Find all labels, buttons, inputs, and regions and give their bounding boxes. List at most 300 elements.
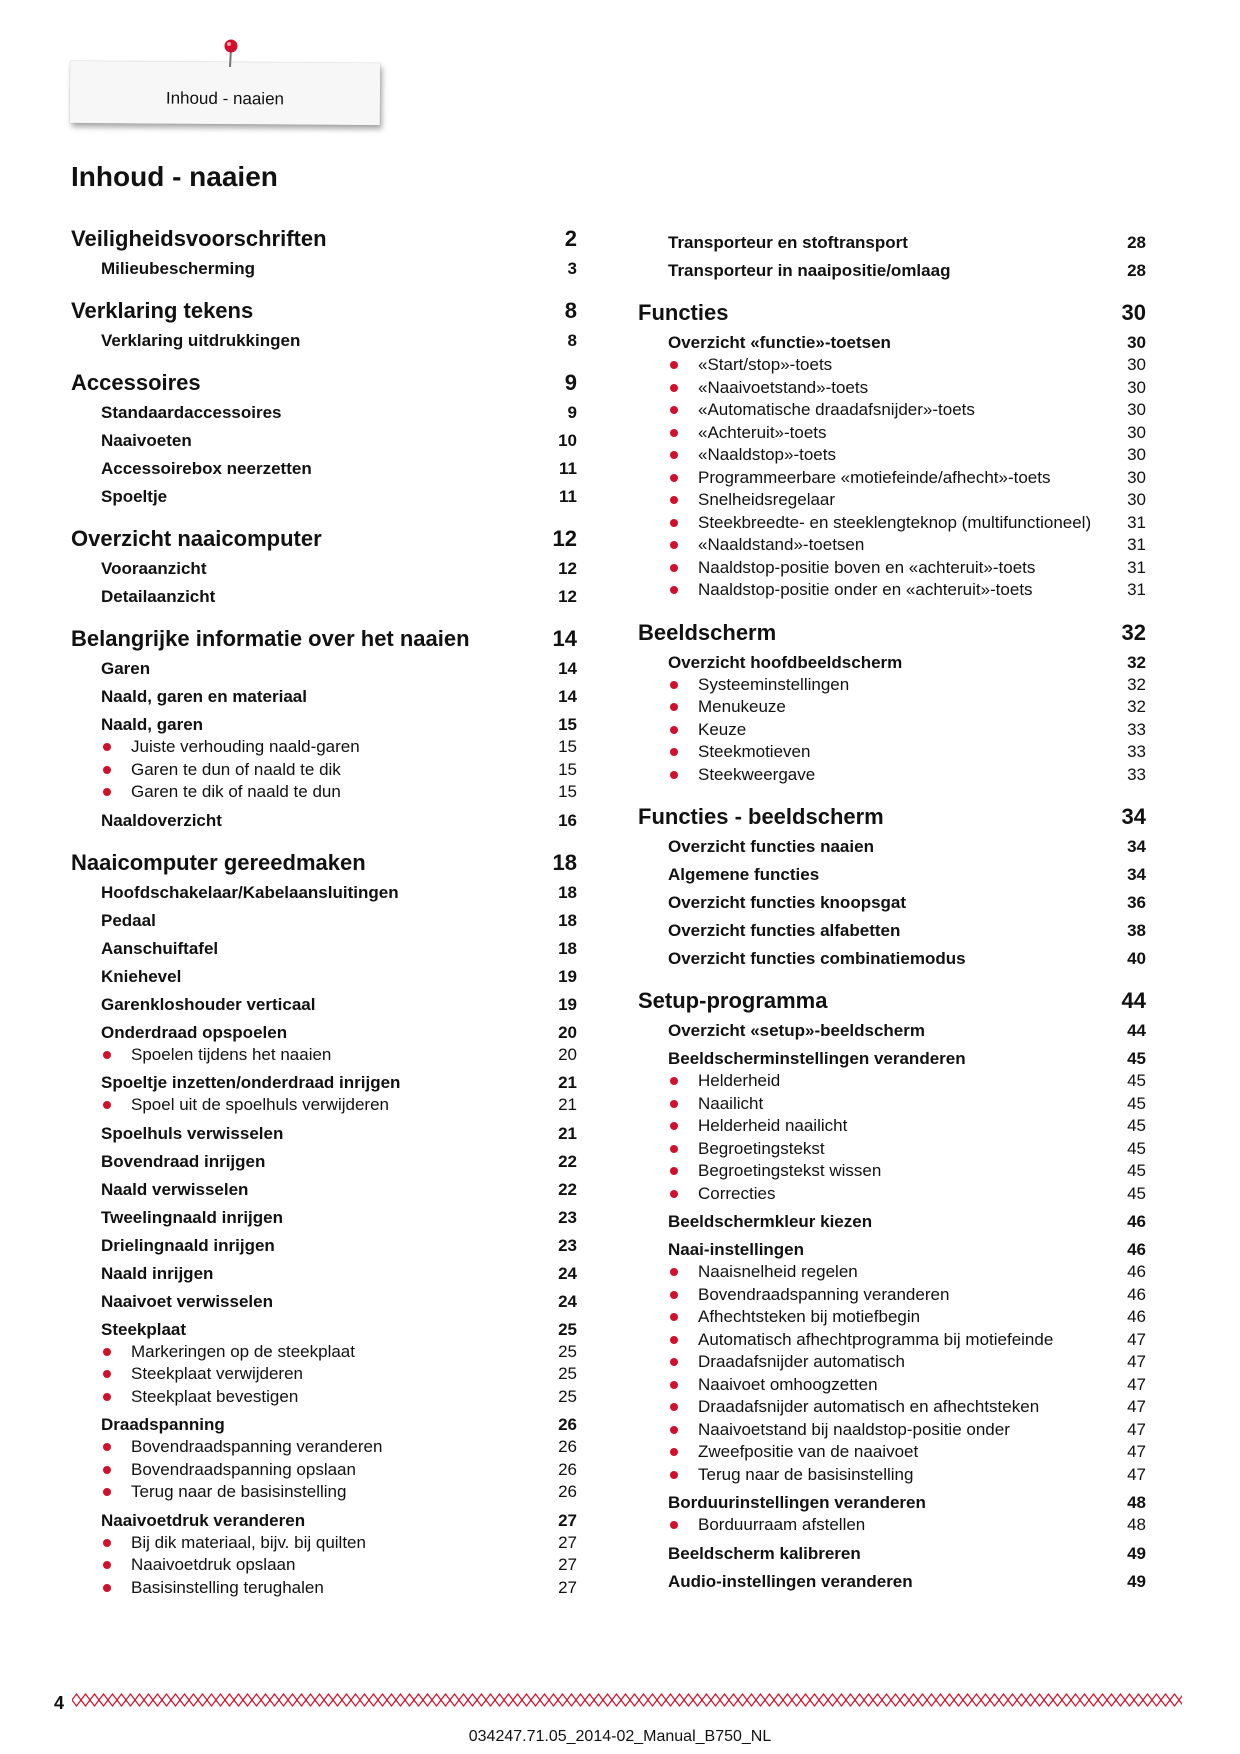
- toc-page-number: 32: [1121, 619, 1146, 645]
- toc-page-number: 9: [564, 370, 577, 395]
- toc-page-number: 26: [558, 1482, 577, 1501]
- toc-page-number: 10: [558, 431, 577, 450]
- toc-label: «Start/stop»-toets: [668, 354, 1106, 377]
- toc-bullet-item: [101, 1094, 577, 1117]
- toc-label: Spoeltje inzetten/onderdraad inrijgen: [101, 1073, 401, 1092]
- toc-label: Steekbreedte- en steeklengteknop (multifunctioneel): [668, 512, 1106, 535]
- toc-page-number: 25: [558, 1341, 577, 1361]
- toc-page-number: 26: [558, 1459, 577, 1479]
- toc-label: Milieubescherming: [101, 259, 255, 278]
- toc-page-number: 40: [1127, 949, 1146, 968]
- toc-bullet-item: [668, 1514, 1146, 1537]
- toc-page-number: 48: [1127, 1493, 1146, 1512]
- toc-subsection: [101, 993, 577, 1016]
- toc-bullet-item: [668, 1261, 1146, 1284]
- toc-page-number: 44: [1127, 1021, 1146, 1040]
- toc-bullet-item: [668, 557, 1146, 580]
- toc-page-number: 15: [558, 715, 577, 734]
- toc-label: Spoelhuls verwisselen: [101, 1123, 284, 1143]
- toc-label: Garen te dik of naald te dun: [101, 781, 537, 804]
- toc-label: Steekplaat bevestigen: [101, 1386, 537, 1409]
- toc-label: Naald inrijgen: [101, 1263, 214, 1283]
- toc-label: Naaicomputer gereedmaken: [71, 849, 366, 875]
- toc-label: Bovendraad inrijgen: [101, 1151, 266, 1171]
- toc-page-number: 24: [558, 1291, 577, 1311]
- toc-page-number: 23: [558, 1235, 577, 1255]
- toc-label: Bovendraadspanning opslaan: [101, 1459, 537, 1482]
- toc-bullet-item: [668, 1070, 1146, 1093]
- toc-page-number: 30: [1127, 422, 1146, 442]
- toc-page-number: 47: [1127, 1397, 1146, 1416]
- toc-label: Setup-programma: [638, 988, 828, 1013]
- toc-label: Overzicht functies alfabetten: [668, 921, 901, 940]
- toc-label: Transporteur en stoftransport: [668, 233, 908, 252]
- toc-page-number: 32: [1127, 652, 1146, 672]
- toc-subsection: [668, 835, 1146, 858]
- toc-bullet-item: [101, 781, 577, 804]
- toc-label: Overzicht hoofdbeeldscherm: [668, 652, 903, 672]
- toc-page-number: 47: [1127, 1329, 1146, 1349]
- toc-bullet-item: [101, 1363, 577, 1386]
- toc-bullet-item: [668, 719, 1146, 742]
- toc-page-number: 21: [558, 1123, 577, 1143]
- toc-bullet-item: [668, 444, 1146, 467]
- toc-label: Transporteur in naaipositie/omlaag: [668, 261, 951, 280]
- toc-page-number: 23: [558, 1207, 577, 1227]
- toc-page-number: 25: [558, 1386, 577, 1406]
- toc-page-number: 48: [1127, 1515, 1146, 1534]
- toc-page-number: 31: [1127, 535, 1146, 554]
- toc-section: [638, 620, 1146, 646]
- toc-page-number: 28: [1127, 233, 1146, 252]
- toc-bullet-item: [101, 736, 577, 759]
- toc-subsection: [101, 1234, 577, 1257]
- toc-page-number: 11: [559, 487, 577, 506]
- pin-icon: [220, 38, 242, 68]
- toc-page-number: 2: [564, 226, 577, 251]
- document-code: 034247.71.05_2014-02_Manual_B750_NL: [468, 1728, 772, 1745]
- toc-page-number: 47: [1127, 1464, 1146, 1484]
- toc-label: «Naaivoetstand»-toets: [668, 377, 1106, 400]
- toc-label: «Naaldstop»-toets: [668, 444, 1106, 467]
- toc-subsection: [101, 1509, 577, 1532]
- toc-page-number: 30: [1121, 300, 1146, 325]
- toc-page-number: 22: [558, 1179, 577, 1199]
- toc-subsection: [101, 401, 577, 424]
- toc-label: Algemene functies: [668, 865, 820, 884]
- toc-label: Overzicht naaicomputer: [71, 526, 322, 551]
- toc-label: Functies - beeldscherm: [638, 804, 884, 829]
- toc-label: Begroetingstekst wissen: [668, 1160, 1106, 1183]
- toc-page-number: 8: [567, 331, 577, 350]
- toc-page-number: 34: [1127, 837, 1146, 856]
- toc-page-number: 33: [1127, 742, 1146, 761]
- toc-label: Audio-instellingen veranderen: [668, 1571, 913, 1591]
- toc-page-number: 18: [558, 910, 577, 930]
- toc-subsection: [101, 557, 577, 580]
- toc-bullet-item: [668, 422, 1146, 445]
- toc-subsection: [101, 965, 577, 988]
- toc-section: [71, 226, 577, 252]
- page-number: 4: [54, 1693, 65, 1713]
- toc-label: Naaivoet verwisselen: [101, 1291, 273, 1311]
- toc-label: Steekplaat verwijderen: [101, 1363, 537, 1386]
- toc-label: Verklaring uitdrukkingen: [101, 331, 301, 350]
- toc-subsection: [668, 1238, 1146, 1261]
- toc-label: Spoel uit de spoelhuls verwijderen: [101, 1094, 537, 1117]
- toc-subsection: [668, 1047, 1146, 1070]
- toc-page-number: 14: [558, 687, 577, 706]
- toc-label: Draadafsnijder automatisch: [668, 1351, 1106, 1374]
- toc-bullet-item: [668, 1351, 1146, 1374]
- toc-subsection: [668, 231, 1146, 254]
- toc-section: [638, 300, 1146, 326]
- toc-subsection: [101, 585, 577, 608]
- toc-page-number: 27: [558, 1532, 577, 1552]
- toc-label: Draadafsnijder automatisch en afhechtsteken: [668, 1396, 1106, 1419]
- toc-page-number: 47: [1127, 1442, 1146, 1461]
- toc-subsection: [668, 1210, 1146, 1233]
- toc-page-number: 12: [552, 526, 577, 551]
- toc-bullet-item: [668, 534, 1146, 557]
- toc-label: Afhechtsteken bij motiefbegin: [668, 1306, 1106, 1329]
- toc-bullet-item: [668, 1329, 1146, 1352]
- toc-label: Drielingnaald inrijgen: [101, 1235, 275, 1255]
- toc-page-number: 25: [558, 1319, 577, 1339]
- toc-label: Accessoirebox neerzetten: [101, 459, 312, 478]
- toc-page-number: 27: [558, 1510, 577, 1530]
- page-title: Inhoud - naaien: [71, 161, 278, 192]
- toc-subsection: [101, 1021, 577, 1044]
- toc-bullet-item: [101, 1436, 577, 1459]
- toc-page-number: 47: [1127, 1419, 1146, 1439]
- toc-label: Beeldschermkleur kiezen: [668, 1212, 873, 1231]
- toc-label: Naaldoverzicht: [101, 810, 222, 830]
- toc-label: Garen: [101, 659, 151, 678]
- toc-label: Accessoires: [71, 370, 201, 395]
- toc-page-number: 31: [1127, 557, 1146, 577]
- toc-page-number: 46: [1127, 1212, 1146, 1231]
- toc-label: Naaivoeten: [101, 431, 192, 450]
- toc-label: Beeldscherm: [638, 619, 777, 645]
- toc-label: Basisinstelling terughalen: [101, 1577, 537, 1600]
- toc-page-number: 31: [1127, 512, 1146, 532]
- toc-label: Markeringen op de steekplaat: [101, 1341, 537, 1364]
- toc-page-number: 19: [558, 994, 577, 1014]
- toc-subsection: [668, 1570, 1146, 1593]
- toc-subsection: [101, 1150, 577, 1173]
- toc-page-number: 44: [1121, 988, 1146, 1013]
- toc-label: Bij dik materiaal, bijv. bij quilten: [101, 1532, 537, 1555]
- toc-label: Standaardaccessoires: [101, 403, 282, 422]
- toc-page-number: 38: [1127, 921, 1146, 940]
- toc-label: «Automatische draadafsnijder»-toets: [668, 399, 1106, 422]
- toc-page-number: 30: [1127, 355, 1146, 374]
- toc-label: Naaisnelheid regelen: [668, 1261, 1106, 1284]
- toc-label: Keuze: [668, 719, 1106, 742]
- toc-subsection: [101, 485, 577, 508]
- toc-page-number: 46: [1127, 1307, 1146, 1326]
- toc-page-number: 25: [558, 1364, 577, 1383]
- toc-bullet-item: [668, 467, 1146, 490]
- toc-label: Hoofdschakelaar/Kabelaansluitingen: [101, 882, 399, 902]
- toc-page-number: 32: [1127, 674, 1146, 694]
- tab-note: [70, 61, 380, 125]
- toc-page-number: 15: [558, 737, 577, 756]
- toc-page-number: 45: [1127, 1161, 1146, 1180]
- toc-page-number: 31: [1127, 580, 1146, 599]
- toc-section: [638, 988, 1146, 1014]
- decorative-zigzag-border: [72, 1693, 1182, 1707]
- toc-page-number: 45: [1127, 1138, 1146, 1158]
- toc-label: Steekweergave: [668, 764, 1106, 787]
- toc-section: [71, 626, 577, 652]
- toc-label: Terug naar de basisinstelling: [668, 1464, 1106, 1487]
- toc-subsection: [101, 457, 577, 480]
- toc-subsection: [101, 937, 577, 960]
- toc-page-number: 20: [558, 1044, 577, 1064]
- toc-bullet-item: [101, 759, 577, 782]
- toc-bullet-item: [668, 1441, 1146, 1464]
- toc-label: Naaivoetstand bij naaldstop-positie onder: [668, 1419, 1106, 1442]
- toc-bullet-item: [668, 1138, 1146, 1161]
- toc-page-number: 45: [1127, 1183, 1146, 1203]
- toc-page-number: 20: [558, 1022, 577, 1042]
- toc-page-number: 45: [1127, 1116, 1146, 1135]
- toc-label: Detailaanzicht: [101, 587, 216, 606]
- toc-subsection: [668, 331, 1146, 354]
- toc-page-number: 45: [1127, 1093, 1146, 1113]
- toc-label: Beeldscherminstellingen veranderen: [668, 1049, 966, 1068]
- toc-bullet-item: [668, 1306, 1146, 1329]
- toc-subsection: [101, 1318, 577, 1341]
- toc-label: Garen te dun of naald te dik: [101, 759, 537, 782]
- toc-label: «Achteruit»-toets: [668, 422, 1106, 445]
- toc-subsection: [101, 713, 577, 736]
- toc-page-number: 46: [1127, 1284, 1146, 1304]
- toc-page-number: 12: [558, 587, 577, 606]
- toc-bullet-item: [668, 696, 1146, 719]
- toc-page-number: 49: [1127, 1543, 1146, 1563]
- toc-subsection: [101, 809, 577, 832]
- toc-bullet-item: [668, 1160, 1146, 1183]
- toc-label: Naald, garen en materiaal: [101, 687, 307, 706]
- toc-page-number: 28: [1127, 261, 1146, 280]
- toc-page-number: 47: [1127, 1374, 1146, 1394]
- toc-label: Overzicht functies knoopsgat: [668, 893, 907, 912]
- toc-label: Bovendraadspanning veranderen: [668, 1284, 1106, 1307]
- toc-page-number: 33: [1127, 764, 1146, 784]
- toc-bullet-item: [668, 1396, 1146, 1419]
- toc-label: Naald, garen: [101, 715, 204, 734]
- toc-label: Spoelen tijdens het naaien: [101, 1044, 537, 1067]
- toc-subsection: [668, 1491, 1146, 1514]
- toc-label: Naai-instellingen: [668, 1240, 805, 1259]
- toc-section: [71, 526, 577, 552]
- toc-subsection: [101, 1206, 577, 1229]
- toc-subsection: [101, 1262, 577, 1285]
- toc-page-number: 49: [1127, 1571, 1146, 1591]
- toc-label: Naailicht: [668, 1093, 1106, 1116]
- toc-bullet-item: [101, 1044, 577, 1067]
- toc-page-number: 8: [564, 298, 577, 323]
- toc-label: Naald verwisselen: [101, 1179, 249, 1199]
- toc-label: Helderheid naailicht: [668, 1115, 1106, 1138]
- toc-label: Helderheid: [668, 1070, 1106, 1093]
- toc-label: Beeldscherm kalibreren: [668, 1543, 861, 1563]
- toc-label: «Naaldstand»-toetsen: [668, 534, 1106, 557]
- toc-page-number: 27: [558, 1577, 577, 1597]
- toc-page-number: 3: [567, 259, 577, 278]
- toc-page-number: 14: [558, 659, 577, 678]
- toc-subsection: [101, 685, 577, 708]
- toc-label: Garenkloshouder verticaal: [101, 994, 316, 1014]
- toc-page-number: 15: [558, 759, 577, 779]
- toc-subsection: [101, 1122, 577, 1145]
- toc-label: Vooraanzicht: [101, 559, 207, 578]
- toc-bullet-item: [668, 1464, 1146, 1487]
- toc-subsection: [101, 257, 577, 280]
- toc-label: Programmeerbare «motiefeinde/afhecht»-toets: [668, 467, 1106, 490]
- toc-label: Overzicht «functie»-toetsen: [668, 333, 891, 352]
- toc-bullet-item: [668, 489, 1146, 512]
- toc-bullet-item: [668, 674, 1146, 697]
- toc-page-number: 47: [1127, 1352, 1146, 1371]
- toc-section: [71, 298, 577, 324]
- toc-page-number: 15: [558, 782, 577, 801]
- toc-label: Steekmotieven: [668, 741, 1106, 764]
- toc-label: Aanschuiftafel: [101, 938, 219, 958]
- toc-section: [638, 804, 1146, 830]
- toc-page-number: 26: [558, 1415, 577, 1434]
- toc-label: Zweefpositie van de naaivoet: [668, 1441, 1106, 1464]
- toc-label: Verklaring tekens: [71, 298, 254, 323]
- toc-label: Draadspanning: [101, 1415, 225, 1434]
- toc-right-column: [638, 226, 1146, 1593]
- toc-page-number: 19: [558, 966, 577, 986]
- toc-bullet-item: [101, 1341, 577, 1364]
- toc-bullet-item: [668, 1284, 1146, 1307]
- toc-label: Naaivoetdruk veranderen: [101, 1510, 306, 1530]
- toc-page-number: 30: [1127, 400, 1146, 419]
- toc-subsection: [668, 919, 1146, 942]
- toc-bullet-item: [101, 1459, 577, 1482]
- tab-label: Inhoud - naaien: [165, 88, 285, 109]
- toc-label: Juiste verhouding naald-garen: [101, 736, 537, 759]
- toc-label: Naaldstop-positie boven en «achteruit»-toets: [668, 557, 1106, 580]
- toc-label: Tweelingnaald inrijgen: [101, 1207, 283, 1227]
- toc-page-number: 18: [558, 938, 577, 958]
- toc-subsection: [101, 881, 577, 904]
- toc-label: Overzicht «setup»-beeldscherm: [668, 1021, 925, 1040]
- toc-bullet-item: [668, 1183, 1146, 1206]
- toc-bullet-item: [668, 579, 1146, 602]
- toc-label: Systeeminstellingen: [668, 674, 1106, 697]
- toc-page-number: 21: [558, 1095, 577, 1114]
- toc-page-number: 16: [558, 810, 577, 830]
- toc-left-column: [71, 226, 577, 1599]
- toc-label: Overzicht functies combinatiemodus: [668, 949, 966, 968]
- toc-label: Terug naar de basisinstelling: [101, 1481, 537, 1504]
- toc-bullet-item: [101, 1532, 577, 1555]
- toc-subsection: [101, 1071, 577, 1094]
- toc-page-number: 30: [1127, 445, 1146, 464]
- toc-bullet-item: [668, 512, 1146, 535]
- toc-bullet-item: [668, 1374, 1146, 1397]
- toc-bullet-item: [668, 1419, 1146, 1442]
- toc-section: [71, 370, 577, 396]
- toc-bullet-item: [101, 1481, 577, 1504]
- toc-subsection: [668, 1019, 1146, 1042]
- toc-bullet-item: [668, 1093, 1146, 1116]
- toc-subsection: [101, 429, 577, 452]
- toc-label: Borduurraam afstellen: [668, 1514, 1106, 1537]
- toc-subsection: [101, 909, 577, 932]
- toc-bullet-item: [101, 1554, 577, 1577]
- toc-label: Spoeltje: [101, 487, 168, 506]
- toc-label: Steekplaat: [101, 1319, 187, 1339]
- toc-subsection: [668, 651, 1146, 674]
- toc-page-number: 27: [558, 1555, 577, 1574]
- toc-label: Functies: [638, 300, 729, 325]
- toc-page-number: 18: [552, 849, 577, 875]
- toc-label: Naaldstop-positie onder en «achteruit»-toets: [668, 579, 1106, 602]
- toc-subsection: [101, 329, 577, 352]
- toc-page-number: 30: [1127, 377, 1146, 397]
- toc-page-number: 11: [559, 459, 577, 478]
- toc-page-number: 26: [558, 1437, 577, 1456]
- toc-page-number: 24: [558, 1263, 577, 1283]
- toc-label: Menukeuze: [668, 696, 1106, 719]
- toc-bullet-item: [668, 399, 1146, 422]
- toc-page-number: 45: [1127, 1049, 1146, 1068]
- toc-bullet-item: [668, 764, 1146, 787]
- toc-bullet-item: [101, 1386, 577, 1409]
- toc-label: Borduurinstellingen veranderen: [668, 1493, 926, 1512]
- toc-subsection: [668, 947, 1146, 970]
- toc-page-number: 46: [1127, 1240, 1146, 1259]
- toc-page-number: 34: [1121, 804, 1146, 829]
- toc-page-number: 33: [1127, 719, 1146, 739]
- toc-label: Onderdraad opspoelen: [101, 1022, 288, 1042]
- toc-page-number: 30: [1127, 467, 1146, 487]
- toc-label: Correcties: [668, 1183, 1106, 1206]
- toc-subsection: [101, 1178, 577, 1201]
- toc-label: Bovendraadspanning veranderen: [101, 1436, 537, 1459]
- toc-page-number: 14: [552, 626, 577, 651]
- toc-page-number: 30: [1127, 490, 1146, 509]
- toc-label: Begroetingstekst: [668, 1138, 1106, 1161]
- toc-page-number: 9: [567, 403, 577, 422]
- toc-bullet-item: [668, 741, 1146, 764]
- toc-page-number: 46: [1127, 1262, 1146, 1281]
- toc-label: Automatisch afhechtprogramma bij motiefeinde: [668, 1329, 1106, 1352]
- toc-page-number: 32: [1127, 697, 1146, 716]
- toc-page-number: 30: [1127, 333, 1146, 352]
- toc-bullet-item: [668, 354, 1146, 377]
- toc-page-number: 36: [1127, 893, 1146, 912]
- toc-label: Veiligheidsvoorschriften: [71, 226, 327, 251]
- toc-page-number: 22: [558, 1151, 577, 1171]
- toc-subsection: [668, 1542, 1146, 1565]
- toc-subsection: [668, 891, 1146, 914]
- toc-label: Belangrijke informatie over het naaien: [71, 626, 470, 651]
- toc-page-number: 45: [1127, 1071, 1146, 1090]
- toc-page-number: 34: [1127, 865, 1146, 884]
- toc-subsection: [101, 657, 577, 680]
- toc-subsection: [668, 863, 1146, 886]
- toc-subsection: [668, 259, 1146, 282]
